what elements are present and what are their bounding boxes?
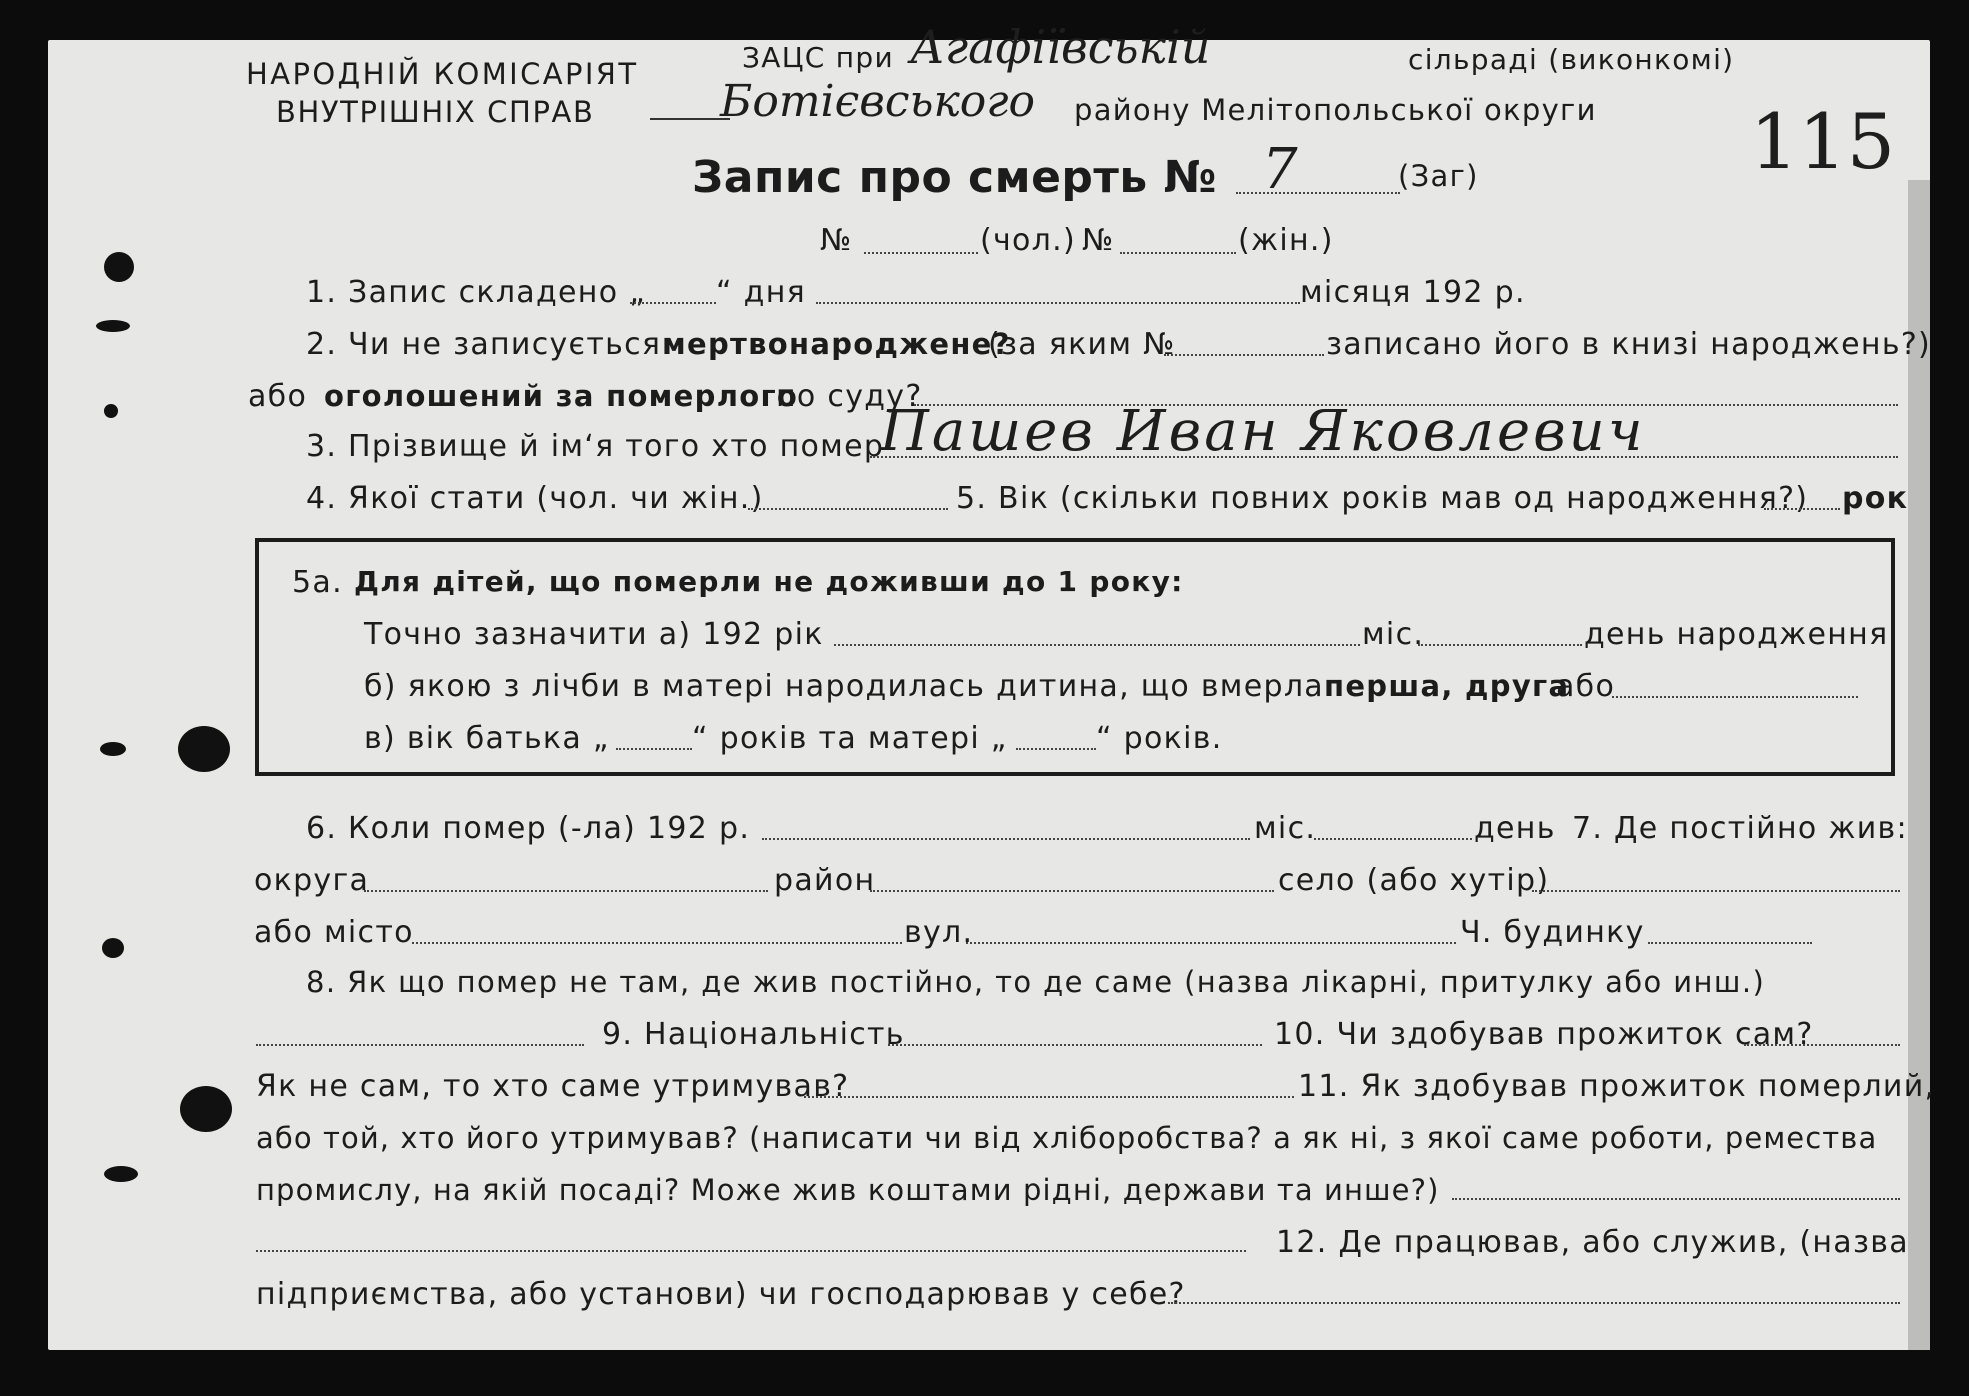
field11-line2: або той, хто його утримував? (написати чи від хліборобства? а як ні, з якої саме роботи, ремества	[256, 1121, 1878, 1155]
box5a-v-b: “ років та матері „	[692, 721, 1008, 756]
selo-label: село (або хутір)	[1278, 863, 1550, 898]
field8-label: 8. Як що помер не там, де жив постійно, то де саме (назва лікарні, притулку або инш.)	[306, 965, 1766, 999]
title-no2: №	[1082, 223, 1115, 258]
field4-sex-line	[748, 508, 948, 510]
punch-hole	[100, 742, 126, 756]
yak-ne-sam-line	[804, 1096, 1294, 1098]
page-title: Запис про смерть №	[692, 152, 1217, 203]
field6-den: день	[1474, 811, 1556, 846]
hw-record-number: 7	[1262, 137, 1298, 202]
box5a-a-mis: міс.	[1362, 617, 1425, 652]
punch-hole	[180, 1086, 232, 1132]
chol-line	[864, 252, 978, 254]
punch-hole	[96, 320, 130, 332]
field12-label: 12. Де працював, або служив, (назва	[1276, 1225, 1909, 1260]
field7-label: 7. Де постійно жив:	[1572, 811, 1908, 846]
box5a-father-age-line	[616, 748, 692, 750]
title-zag: (Заг)	[1398, 159, 1479, 193]
box5a-v-c: “ років.	[1096, 721, 1223, 756]
field10-line	[1744, 1044, 1900, 1046]
selo-line	[1532, 890, 1900, 892]
page-number: 115	[1750, 97, 1896, 186]
field2-abo: або	[248, 379, 308, 414]
title-number-line	[1236, 192, 1400, 194]
village-council: сільраді (виконкомі)	[1408, 43, 1735, 76]
field2-po-sudu: по суду?	[776, 379, 923, 414]
field8-place-line	[256, 1044, 584, 1046]
hw-district: Ботієвського	[720, 76, 1035, 127]
field9-label: 9. Національність	[602, 1017, 905, 1052]
box5a-a-den: день народження	[1584, 617, 1889, 652]
box5a-number: 5а.	[292, 565, 343, 600]
zags-pri: ЗАЦС при	[742, 41, 894, 74]
punch-hole	[102, 938, 124, 958]
vul-line	[966, 942, 1456, 944]
title-zhin: (жін.)	[1238, 223, 1334, 258]
field5-label: 5. Вік (скільки повних років мав од народження?)	[956, 481, 1809, 516]
vul-label: вул.	[904, 915, 974, 950]
title-chol: (чол.)	[980, 223, 1076, 258]
punch-hole	[104, 1166, 138, 1182]
field2-number-line	[1164, 354, 1324, 356]
field1-month-line	[816, 302, 1300, 304]
field4-label: 4. Якої стати (чол. чи жін.)	[306, 481, 764, 516]
field11-line3: промислу, на якій посаді? Може жив коштами рідні, держави та инше?)	[256, 1173, 1440, 1207]
field2-zapysano: записано його в книзі народжень?)	[1326, 327, 1932, 362]
zhin-line	[1120, 252, 1236, 254]
field6-label: 6. Коли помер (-ла) 192 р.	[306, 811, 751, 846]
field1-month: місяця 192 р.	[1300, 275, 1526, 310]
budynku-label: Ч. будинку	[1460, 915, 1645, 950]
box5a-a-mis-line	[1418, 644, 1582, 646]
ministry-line1: НАРОДНІЙ КОМІСАРІЯТ	[246, 57, 639, 91]
box5a-heading: Для дітей, що померли не доживши до 1 року:	[354, 565, 1184, 598]
yak-ne-sam-label: Як не сам, то хто саме утримував?	[256, 1069, 850, 1104]
header-rule	[650, 118, 730, 120]
budynku-line	[1648, 942, 1812, 944]
field1-dnya: “ дня	[716, 275, 806, 310]
field9-line	[888, 1044, 1262, 1046]
field12-line2: підприємства, або установи) чи господарював у себе?	[256, 1277, 1186, 1312]
field2-za-yakym: (за яким №	[988, 327, 1176, 362]
hw-village: Агафіївській	[910, 20, 1211, 74]
field1-label: 1. Запис складено „	[306, 275, 647, 310]
abo-misto-label: або місто	[254, 915, 414, 950]
misto-line	[412, 942, 902, 944]
field1-day-line	[630, 302, 716, 304]
field2-declared-dead: оголошений за померлого	[324, 379, 799, 413]
field5-rok: рок	[1842, 481, 1909, 516]
punch-hole	[104, 404, 118, 418]
field2-stillborn: мертвонароджене?	[662, 327, 1011, 361]
okruga-line	[364, 890, 768, 892]
raion-label: район	[774, 863, 876, 898]
punch-hole	[178, 726, 230, 772]
box5a-b-label: б) якою з лічби в матері народилась дитина, що вмерла:	[364, 669, 1336, 704]
field3-label: 3. Прізвище й ім‘я того хто помер	[306, 429, 885, 464]
hw-deceased-name: Пашев Иван Яковлевич	[880, 399, 1646, 464]
box5a-v-a: в) вік батька „	[364, 721, 610, 756]
field11-label: 11. Як здобував прожиток померлий,	[1298, 1069, 1936, 1104]
field5-age-line	[1764, 508, 1840, 510]
box5a-b-bold: перша, друга	[1324, 669, 1570, 703]
title-no1: №	[820, 223, 853, 258]
field11-line	[1452, 1198, 1900, 1200]
field6-mis-line	[1314, 838, 1472, 840]
box5a-mother-age-line	[1016, 748, 1096, 750]
field6-mis: міс.	[1254, 811, 1317, 846]
punch-hole	[104, 252, 134, 282]
field12-pre-line	[256, 1250, 1246, 1252]
box5a-b-line	[1612, 696, 1858, 698]
field10-label: 10. Чи здобував прожиток сам?	[1274, 1017, 1814, 1052]
ministry-line2: ВНУТРІШНІХ СПРАВ	[276, 95, 595, 129]
okruga-label: округа	[254, 863, 370, 898]
field6-year-line	[762, 838, 1250, 840]
district-suffix: району Мелітопольської округи	[1074, 93, 1597, 127]
field2-label: 2. Чи не записується	[306, 327, 662, 362]
raion-line	[870, 890, 1274, 892]
box5a-b-abo: або	[1556, 669, 1616, 704]
field12-line	[1168, 1302, 1900, 1304]
box5a-a-label: Точно зазначити а) 192 рік	[364, 617, 824, 652]
box5a-a-year-line	[834, 644, 1360, 646]
